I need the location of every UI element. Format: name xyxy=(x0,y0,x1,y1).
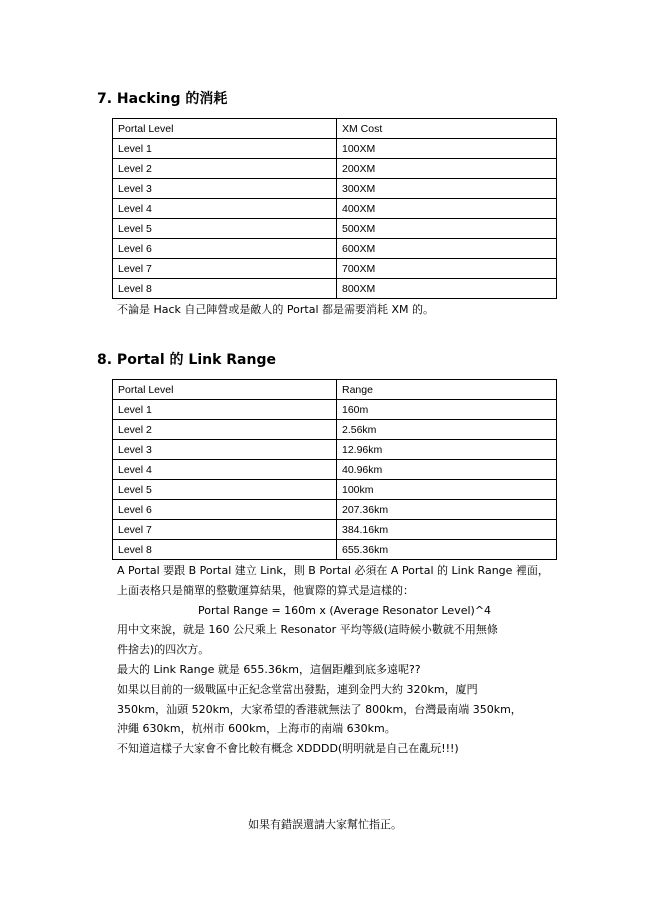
table-row xyxy=(113,500,557,520)
table-row xyxy=(113,420,557,440)
paragraph-line: 最大的 Link Range 就是 655.36km，這個距離到底多遠呢?? xyxy=(117,662,421,676)
table-row xyxy=(113,540,557,560)
level-cell: Level 4 xyxy=(113,199,337,219)
section-7-heading: 7. Hacking 的消耗 xyxy=(97,91,228,107)
paragraph-line: 件捨去)的四次方。 xyxy=(117,643,210,657)
table-row xyxy=(113,460,557,480)
level-cell: Level 6 xyxy=(113,500,337,520)
level-cell: Level 2 xyxy=(113,159,337,179)
level-cell: Level 2 xyxy=(113,420,337,440)
table-row xyxy=(113,520,557,540)
cost-cell: 400XM xyxy=(337,199,557,219)
paragraph-line: 350km，汕頭 520km，大家希望的香港就無法了 800km，台灣最南端 350km， xyxy=(117,702,522,716)
level-cell: Level 5 xyxy=(113,480,337,500)
level-cell: Level 3 xyxy=(113,440,337,460)
level-cell: Level 7 xyxy=(113,520,337,540)
table-row xyxy=(113,159,557,179)
range-cell: 207.36km xyxy=(337,500,557,520)
table-row xyxy=(113,179,557,199)
level-cell: Level 1 xyxy=(113,400,337,420)
range-cell: 100km xyxy=(337,480,557,500)
header-cell: XM Cost xyxy=(337,119,557,139)
table-row xyxy=(113,480,557,500)
link-range-table xyxy=(112,379,557,560)
range-cell: 384.16km xyxy=(337,520,557,540)
range-cell: 12.96km xyxy=(337,440,557,460)
paragraph-line: 如果以目前的一級戰區中正紀念堂當出發點，連到金門大約 320km，廈門 xyxy=(117,682,478,696)
table-header-row xyxy=(113,119,557,139)
footer-note: 如果有錯誤還請大家幫忙指正。 xyxy=(248,818,402,831)
level-cell: Level 1 xyxy=(113,139,337,159)
level-cell: Level 4 xyxy=(113,460,337,480)
table-row xyxy=(113,199,557,219)
link-range-explanation xyxy=(117,561,562,759)
section-8-heading: 8. Portal 的 Link Range xyxy=(97,352,276,368)
paragraph-line: 沖繩 630km，杭州市 600km，上海市的南端 630km。 xyxy=(117,722,396,736)
level-cell: Level 8 xyxy=(113,540,337,560)
table-row xyxy=(113,139,557,159)
table-header-row xyxy=(113,380,557,400)
range-cell: 655.36km xyxy=(337,540,557,560)
range-cell: 2.56km xyxy=(337,420,557,440)
header-cell: Portal Level xyxy=(113,119,337,139)
range-cell: 40.96km xyxy=(337,460,557,480)
level-cell: Level 7 xyxy=(113,259,337,279)
cost-cell: 100XM xyxy=(337,139,557,159)
range-formula: Portal Range = 160m x (Average Resonator Level)^4 xyxy=(198,603,492,617)
level-cell: Level 3 xyxy=(113,179,337,199)
paragraph-line: 用中文來說，就是 160 公尺乘上 Resonator 平均等級(這時候小數就不用無條 xyxy=(117,623,498,637)
cost-cell: 300XM xyxy=(337,179,557,199)
table-row xyxy=(113,259,557,279)
header-cell: Range xyxy=(337,380,557,400)
paragraph-line: 不知道這樣子大家會不會比較有概念 XDDDD(明明就是自己在亂玩!!!) xyxy=(117,742,459,756)
level-cell: Level 5 xyxy=(113,219,337,239)
cost-cell: 500XM xyxy=(337,219,557,239)
table-row xyxy=(113,239,557,259)
table-row xyxy=(113,279,557,299)
paragraph-line: A Portal 要跟 B Portal 建立 Link，則 B Portal 必須在 A Portal 的 Link Range 裡面， xyxy=(117,564,549,577)
cost-cell: 700XM xyxy=(337,259,557,279)
hacking-cost-table xyxy=(112,118,557,299)
level-cell: Level 8 xyxy=(113,279,337,299)
hacking-note: 不論是 Hack 自己陣營或是敵人的 Portal 都是需要消耗 XM 的。 xyxy=(117,303,435,316)
cost-cell: 200XM xyxy=(337,159,557,179)
cost-cell: 600XM xyxy=(337,239,557,259)
cost-cell: 800XM xyxy=(337,279,557,299)
level-cell: Level 6 xyxy=(113,239,337,259)
header-cell: Portal Level xyxy=(113,380,337,400)
paragraph-line: 上面表格只是簡單的整數運算結果，他實際的算式是這樣的： xyxy=(117,583,414,597)
table-row xyxy=(113,400,557,420)
range-cell: 160m xyxy=(337,400,557,420)
table-row xyxy=(113,219,557,239)
table-row xyxy=(113,440,557,460)
